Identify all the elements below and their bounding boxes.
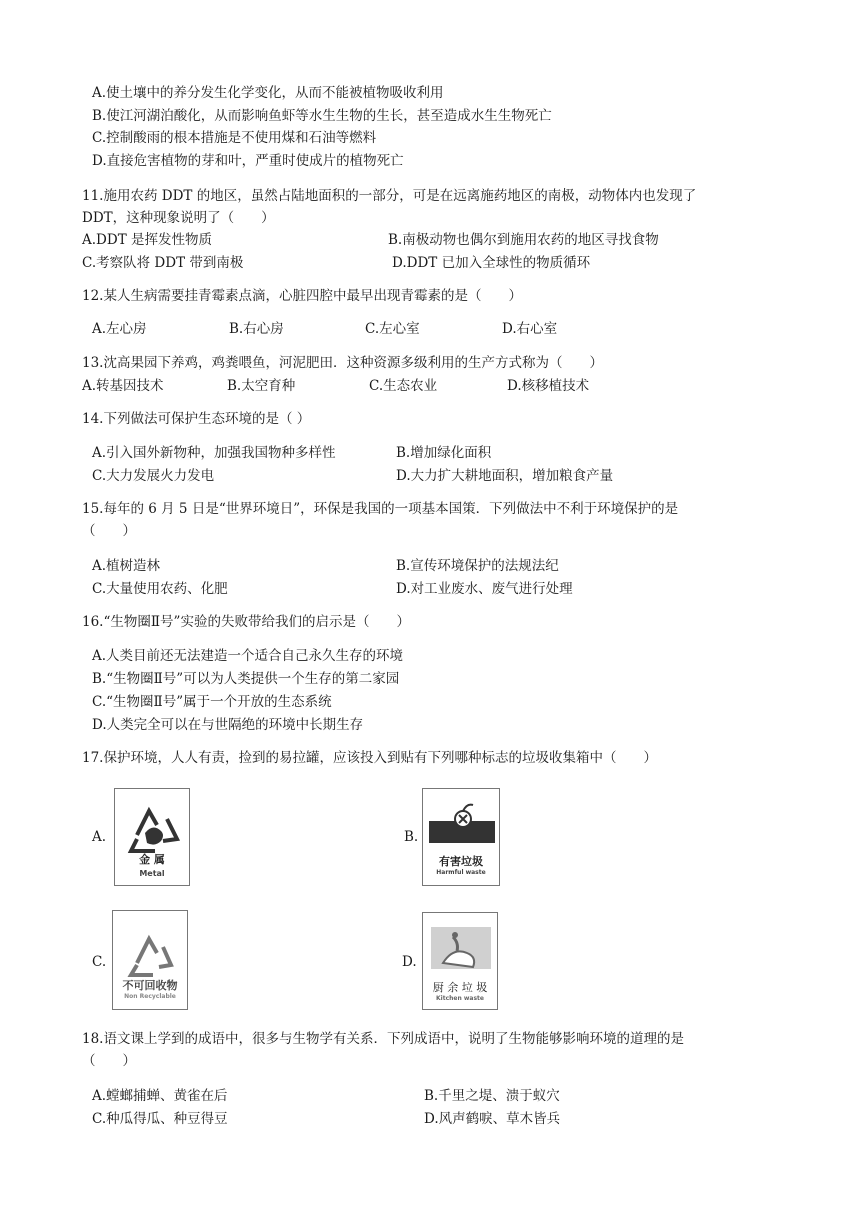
- kitchen-waste-sign: [422, 912, 498, 1010]
- q18-option-c: C.种瓜得瓜、种豆得豆: [92, 1111, 228, 1127]
- q15-option-b: B.宣传环境保护的法规法纪: [396, 558, 559, 574]
- q14-option-c: C.大力发展火力发电: [92, 468, 215, 484]
- q13-option-d: D.核移植技术: [507, 378, 590, 394]
- kitchen-sign-en: Kitchen waste: [436, 995, 484, 1002]
- metal-sign-en: Metal: [139, 869, 165, 878]
- harmful-waste-sign: [422, 788, 500, 886]
- q14-option-a: A.引入国外新物种，加强我国物种多样性: [92, 445, 336, 461]
- kitchen-sign-cn: 厨 余 垃 圾: [432, 981, 488, 994]
- q10-option-b: B.使江河湖泊酸化，从而影响鱼虾等水生生物的生长，甚至造成水生生物死亡: [92, 108, 552, 124]
- q17-option-d-label: D.: [402, 954, 417, 970]
- q18-option-b: B.千里之堤、溃于蚁穴: [424, 1088, 560, 1104]
- q18-stem-line2: （ ）: [82, 1053, 136, 1069]
- q14-option-d: D.大力扩大耕地面积，增加粮食产量: [396, 468, 614, 484]
- q11-stem-line2: DDT，这种现象说明了（ ）: [82, 210, 275, 226]
- q10-option-c: C.控制酸雨的根本措施是不使用煤和石油等燃料: [92, 130, 377, 146]
- q17-stem: 17.保护环境，人人有责，捡到的易拉罐，应该投入到贴有下列哪种标志的垃圾收集箱中（ ）: [82, 750, 657, 766]
- q13-option-a: A.转基因技术: [82, 378, 164, 394]
- q15-option-a: A.植树造林: [92, 558, 161, 574]
- metal-recycling-sign: [114, 788, 190, 886]
- q11-option-c: C.考察队将 DDT 带到南极: [82, 255, 244, 271]
- q16-stem: 16.“生物圈Ⅱ号”实验的失败带给我们的启示是（ ）: [82, 614, 410, 630]
- q10-option-d: D.直接危害植物的芽和叶，严重时使成片的植物死亡: [92, 153, 404, 169]
- q16-option-d: D.人类完全可以在与世隔绝的环境中长期生存: [92, 717, 364, 733]
- non-recyclable-sign: [112, 910, 188, 1010]
- q16-option-b: B.“生物圈Ⅱ号”可以为人类提供一个生存的第二家园: [92, 671, 400, 687]
- q11-option-a: A.DDT 是挥发性物质: [82, 232, 212, 248]
- q13-stem: 13.沈高果园下养鸡，鸡粪喂鱼，河泥肥田．这种资源多级利用的生产方式称为（ ）: [82, 355, 603, 371]
- q17-option-c-label: C.: [92, 954, 107, 970]
- q12-stem: 12.某人生病需要挂青霉素点滴，心脏四腔中最早出现青霉素的是（ ）: [82, 288, 522, 304]
- q13-option-c: C.生态农业: [369, 378, 438, 394]
- harmful-sign-en: Harmful waste: [436, 869, 486, 876]
- q15-option-d: D.对工业废水、废气进行处理: [396, 581, 573, 597]
- q16-option-a: A.人类目前还无法建造一个适合自己永久生存的环境: [92, 648, 404, 664]
- q11-stem-line1: 11.施用农药 DDT 的地区，虽然占陆地面积的一部分，可是在远离施药地区的南极，动物体内也发现了: [82, 188, 697, 204]
- q14-stem: 14.下列做法可保护生态环境的是（ ）: [82, 411, 311, 427]
- q10-option-a: A.使土壤中的养分发生化学变化，从而不能被植物吸收利用: [92, 85, 444, 101]
- q11-option-b: B.南极动物也偶尔到施用农药的地区寻找食物: [388, 232, 659, 248]
- non-recyclable-sign-en: Non Recyclable: [124, 993, 176, 1000]
- metal-sign-cn: 金 属: [139, 853, 165, 866]
- q18-option-a: A.螳螂捕蝉、黄雀在后: [92, 1088, 228, 1104]
- q15-option-c: C.大量使用农药、化肥: [92, 581, 228, 597]
- q15-stem-line2: （ ）: [82, 523, 136, 539]
- q12-option-a: A.左心房: [92, 321, 147, 337]
- q12-option-c: C.左心室: [365, 321, 420, 337]
- non-recyclable-sign-cn: 不可回收物: [122, 979, 178, 992]
- harmful-sign-cn: 有害垃圾: [439, 855, 483, 868]
- q17-option-b-label: B.: [404, 829, 419, 845]
- q13-option-b: B.太空育种: [227, 378, 296, 394]
- q14-option-b: B.增加绿化面积: [396, 445, 492, 461]
- q15-stem-line1: 15.每年的 6 月 5 日是“世界环境日”，环保是我国的一项基本国策．下列做法中不利于环境保护的是: [82, 501, 679, 517]
- q18-stem-line1: 18.语文课上学到的成语中，很多与生物学有关系．下列成语中，说明了生物能够影响环境的道理的是: [82, 1031, 684, 1047]
- q16-option-c: C.“生物圈Ⅱ号”属于一个开放的生态系统: [92, 694, 332, 710]
- q17-option-a-label: A.: [92, 829, 107, 845]
- q18-option-d: D.风声鹤唳、草木皆兵: [424, 1111, 561, 1127]
- q11-option-d: D.DDT 已加入全球性的物质循环: [392, 255, 591, 271]
- q12-option-b: B.右心房: [229, 321, 284, 337]
- q12-option-d: D.右心室: [502, 321, 558, 337]
